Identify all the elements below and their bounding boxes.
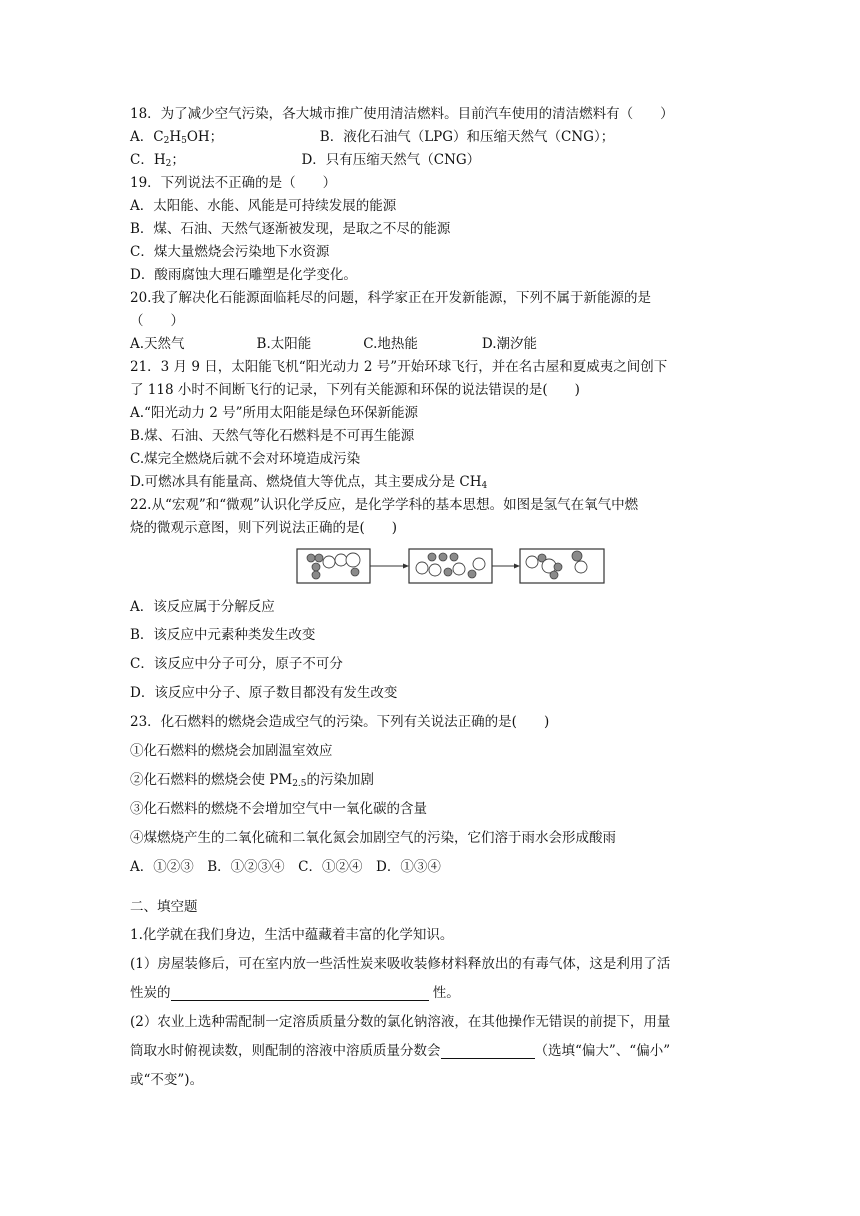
fill-q1-part1-line2: 性炭的 性。 xyxy=(130,985,460,1001)
q23-statement-3: ③化石燃料的燃烧不会增加空气中一氧化碳的含量 xyxy=(130,801,427,817)
q18-options-row2 xyxy=(130,150,480,174)
fill-q1-part2-line3: 或“不变”)。 xyxy=(130,1072,204,1088)
fill-q1-part1-line1: (1）房屋装修后，可在室内放一些活性炭来吸收装修材料释放出的有毒气体，这是利用了活 xyxy=(130,956,671,972)
q21-option-c: C.煤完全燃烧后就不会对环境造成污染 xyxy=(130,451,361,467)
q23-statement-2: ②化石燃料的燃烧会使 $PM_{2.5}$的污染加剧 xyxy=(130,772,375,789)
q19-option-d: D．酸雨腐蚀大理石雕塑是化学变化。 xyxy=(130,267,357,283)
q19-stem: 19．下列说法不正确的是（ ） xyxy=(130,175,337,191)
q18-options-row1 xyxy=(130,127,614,151)
q22-option-d: D．该反应中分子、原子数目都没有发生改变 xyxy=(130,685,398,701)
q18-option-c: C．$H_2$； xyxy=(130,152,185,169)
fill-q1-stem: 1.化学就在我们身边，生活中蕴藏着丰富的化学知识。 xyxy=(130,927,454,943)
q22-stem-line2: 烧的微观示意图，则下列说法正确的是( ) xyxy=(130,520,398,536)
q19-option-c: C．煤大量燃烧会污染地下水资源 xyxy=(130,244,330,260)
q22-option-c: C．该反应中分子可分，原子不可分 xyxy=(130,656,343,672)
reactant-box xyxy=(297,549,370,583)
answer-blank-2[interactable] xyxy=(441,1042,535,1059)
q22-option-b: B．该反应中元素种类发生改变 xyxy=(130,627,316,643)
q22-stem-line1: 22.从“宏观”和“微观”认识化学反应，是化学学科的基本思想。如图是氢气在氧气中燃 xyxy=(130,497,639,513)
q18-option-b: B．液化石油气（LPG）和压缩天然气（CNG）； xyxy=(319,129,615,145)
q21-option-a: A.“阳光动力 2 号”所用太阳能是绿色环保新能源 xyxy=(130,405,419,421)
q20-options xyxy=(130,334,537,354)
q21-option-b: B.煤、石油、天然气等化石燃料是不可再生能源 xyxy=(130,428,415,444)
q20-stem-line1: 20.我了解决化石能源面临耗尽的问题，科学家正在开发新能源，下列不属于新能源的是 xyxy=(130,290,651,306)
q20-option-d: D.潮汐能 xyxy=(481,336,538,352)
reaction-arrow-2 xyxy=(492,564,520,569)
q23-statement-4: ④煤燃烧产生的二氧化硫和二氧化氮会加剧空气的污染，它们溶于雨水会形成酸雨 xyxy=(130,830,616,846)
q22-option-a: A．该反应属于分解反应 xyxy=(130,599,275,615)
q21-option-d: D.可燃冰具有能量高、燃烧值大等优点，其主要成分是 $CH_4$ xyxy=(130,474,488,491)
section-title: 二、填空题 xyxy=(130,899,198,915)
q23-stem: 23．化石燃料的燃烧会造成空气的污染。下列有关说法正确的是( ) xyxy=(130,714,550,730)
q19-option-a: A．太阳能、水能、风能是可持续发展的能源 xyxy=(130,198,397,214)
intermediate-box xyxy=(409,549,492,583)
reaction-arrow-1 xyxy=(370,564,409,569)
q20-stem-line2: （ ） xyxy=(130,313,184,329)
q23-statement-1: ①化石燃料的燃烧会加剧温室效应 xyxy=(130,743,333,759)
answer-blank-1[interactable] xyxy=(171,984,429,1001)
q21-stem-line1: 21．3 月 9 日，太阳能飞机“阳光动力 2 号”开始环球飞行，并在名古屋和夏威夷之间创下 xyxy=(130,359,668,375)
product-box xyxy=(520,549,604,583)
q23-options: A．①②③ B．①②③④ C．①②④ D．①③④ xyxy=(130,859,441,875)
q18-stem: 18．为了减少空气污染，各大城市推广使用清洁燃料。目前汽车使用的清洁燃料有（ ） xyxy=(130,106,674,122)
fill-q1-part2-line1: (2）农业上选种需配制一定溶质质量分数的氯化钠溶液，在其他操作无错误的前提下，用量 xyxy=(130,1014,671,1030)
q18-option-a: A．$C_2H_5OH$； xyxy=(130,129,224,146)
q20-option-a: A.天然气 xyxy=(130,336,185,352)
q19-option-b: B．煤、石油、天然气逐渐被发现，是取之不尽的能源 xyxy=(130,221,451,237)
q21-stem-line2: 了 118 小时不间断飞行的记录，下列有关能源和环保的说法错误的是( ) xyxy=(130,382,580,398)
q20-option-c: C.地热能 xyxy=(363,336,418,352)
q18-option-d: D．只有压缩天然气（CNG） xyxy=(301,152,481,168)
q20-option-b: B.太阳能 xyxy=(256,336,312,352)
fill-q1-part2-line2: 筒取水时俯视读数，则配制的溶液中溶质质量分数会 （选填“偏大”、“偏小” xyxy=(130,1043,671,1059)
reaction-micro-diagram xyxy=(296,548,606,588)
